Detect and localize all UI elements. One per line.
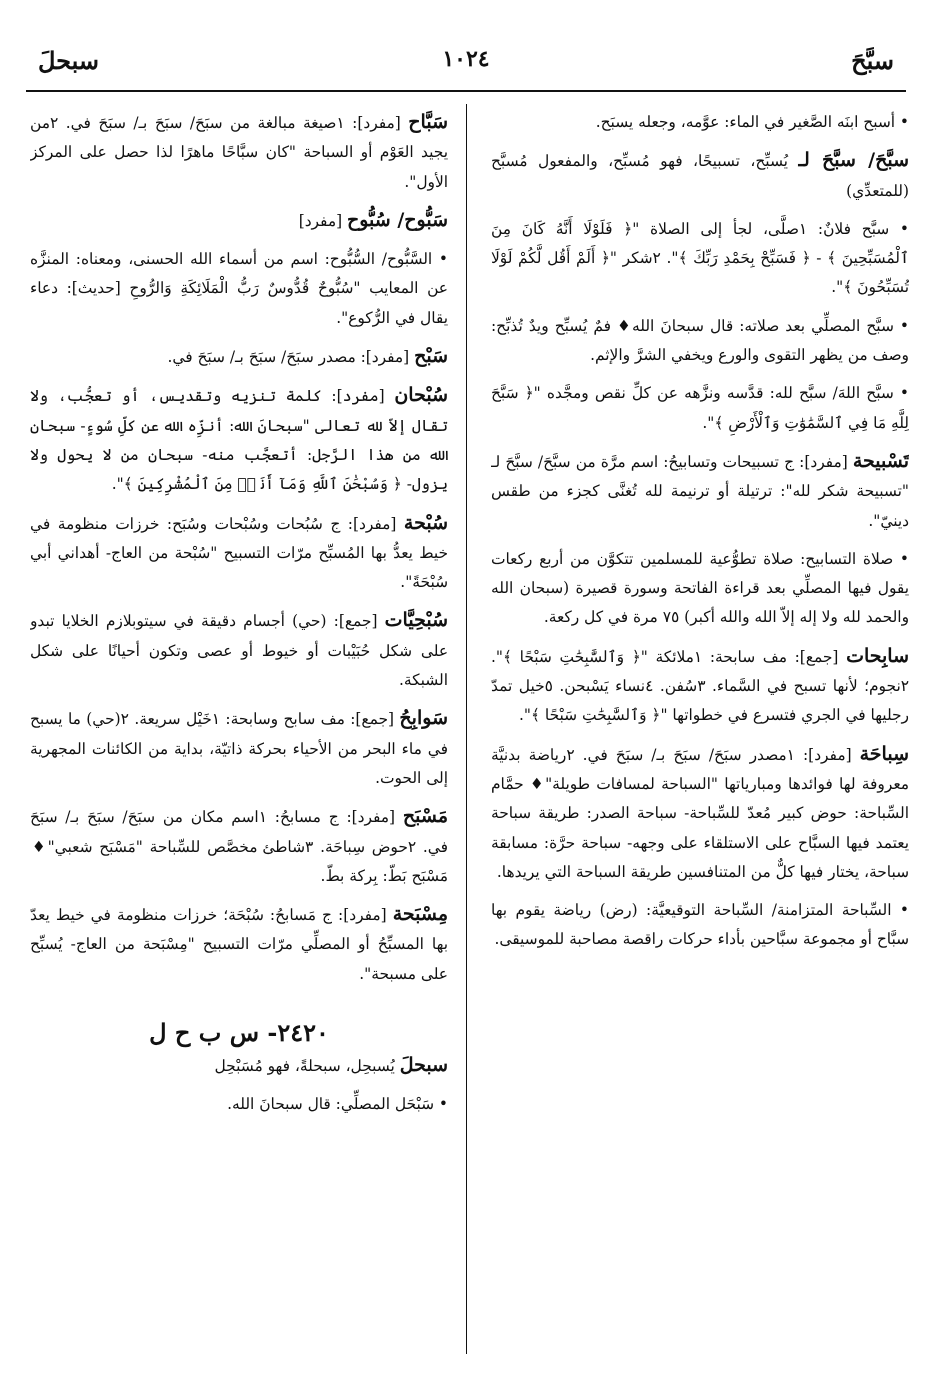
entry-definition: يُسبِّح، تسبيحًا، فهو مُسبِّح، والمفعول مُسبَّح (للمتعدِّي): [491, 152, 909, 200]
entry-term: سَبْح: [414, 345, 448, 368]
entry-term: سِباحَة: [859, 742, 909, 765]
left-column: [30, 108, 448, 1343]
dictionary-entry: [30, 1051, 448, 1081]
entry-definition: [مفرد]: ج مَسابحُ: سُبْحَة؛ خرزات منظومة في خيط يعدّ بها المسبِّحُ أو المصلِّي مرّات التسبيح "مِسْبَحة من العاج- يُسبِّح على مسبحة".: [30, 906, 448, 983]
dictionary-entry: • سبَّح المصلِّي بعد صلاته: قال سبحانَ الله♦ فمٌ يُسبِّح ويدٌ تُذبِّح: وصف من يظهر التقوى والورع ويخفي الشرَّ والإثم.: [491, 316, 909, 365]
dictionary-entry: [491, 146, 909, 206]
entry-definition: [جمع]: (حي) أجسام دقيقة في سيتوبلازم الخلايا تبدو على شكل حُبَيْبات أو خيوط أو عصى وتكون أحيانًا على شكل الشبكة.: [30, 612, 448, 690]
entry-term: سَوابِحُ: [399, 707, 448, 730]
entry-definition: [مفرد]: [298, 211, 347, 230]
page-number: ١٠٢٤: [442, 46, 490, 72]
column-divider: [466, 104, 467, 1354]
dictionary-entry: • صلاة التسابيح: صلاة تطوُّعية للمسلمين تتكوَّن من أربع ركعات يقول فيها المصلِّي بعد قراءة الفاتحة وسورة قصيرة (سبحان الله والحمد لله ولا إله إلاّ الله والله أكبر) ٧٥ مرة في كل ركعة.: [491, 549, 909, 627]
entry-definition: [مفرد]: ج سُبُحات وسُبْحات وسُبَح: خرزات منظومة في خيط يعدُّ بها المُسبِّح مرّات التسبيح "سُبْحة من العاج- أهداني أبي سُبْحَةً".: [30, 514, 448, 592]
entry-term: سبحلَ: [399, 1054, 448, 1077]
running-headword-right: سبَّحَ: [851, 46, 894, 75]
entry-term: مَسْبَح: [402, 805, 448, 828]
dictionary-entry: [30, 900, 448, 989]
entry-definition: [جمع]: مف سابحة: ١ملائكة "﴿ وَٱلسَّٰبِحَٰتِ سَبْحًا ﴾". ٢نجوم؛ لأنها تسبح في السَّماء. ٣سُفن. ٤نساء يَسْبحن. ٥خيل تمدّ رجليها في الجري فتسرع في خطواتها "﴿ وَٱلسَّٰبِحَٰتِ سَبْحًا ﴾".: [491, 647, 909, 725]
root-heading: ٢٤٢٠- س ب ح ل: [149, 1018, 329, 1048]
dictionary-entry: [30, 509, 448, 598]
page-header: [26, 40, 906, 92]
entry-definition: [مفرد]: ١صيغة مبالغة من سبَحَ/ سبَحَ بـ/ سبَحَ في. ٢من يجيد العَوْم أو السباحة "كان سبَّاحًا ماهرًا لذا حصل على المركز الأول".: [30, 114, 448, 191]
entry-definition: [مفرد]: كلمة تنزيه وتقديس، أو تعجُّب، ولا تقال إلاّ لله تعالى "سبحانَ الله: أنزِّه الله عن كلِّ سُوءٍ- سبحان الله من هذا الرَّجل: أتعجَّب منه- سبحان من لا يحول ولا يزول- ﴿ وَسُبْحَٰنَ ٱللَّهِ وَمَآ أَنَا۠ مِنَ ٱلْمُشْرِكِينَ ﴾".: [30, 387, 448, 494]
entry-definition: [مفرد]: ج مسابحُ: ١اسم مكان من سبَحَ/ سبَحَ بـ/ سبَحَ في. ٢حوض سِباحَة. ٣شاطئ مخصَّص للسِّباحة "مَسْبَح شعبي"♦ مَسْبَح بَطّ: بِركة بطّ.: [30, 808, 448, 885]
dictionary-entry: • سبَّح فلانٌ: ١صلَّى، لجأ إلى الصلاة "﴿ فَلَوْلَا أَنَّهُ كَانَ مِنَ ٱلْمُسَبِّحِينَ ﴾ - ﴿ فَسَبِّحْ بِحَمْدِ رَبِّكَ ﴾". ٢شكر "﴿ أَلَمْ أَقُل لَّكُمْ لَوْلَا تُسَبِّحُونَ ﴾".: [491, 219, 909, 297]
dictionary-entry: [491, 740, 909, 887]
dictionary-entry: [30, 802, 448, 891]
dictionary-entry: [30, 108, 448, 197]
running-headword-left: سبحلَ: [38, 46, 100, 75]
dictionary-entry: • سبَّح اللهَ/ سبَّح لله: قدَّسه ونزَّهه عن كلِّ نقص ومجَّده "﴿ سَبَّحَ لِلَّهِ مَا فِي ٱلسَّمَٰوَٰتِ وَٱلْأَرْضِ ﴾".: [491, 384, 909, 432]
dictionary-entry: • السَّبُّوح/ السُّبُّوح: اسم من أسماء الله الحسنى، ومعناه: المنزَّه عن المعايب "سُبُّوحٌ قُدُّوسٌ رَبُّ الْمَلَائِكَةِ وَالرُّوحِ [حديث]: دعاء يقال في الرُّكوع".: [30, 250, 448, 327]
entry-term: سُبْحِيَّات: [384, 609, 448, 632]
dictionary-entry: [30, 206, 448, 236]
entry-definition: [مفرد]: ١مصدر سبَحَ/ سبَحَ بـ/ سبَحَ في. ٢رياضة بدنيَّة معروفة لها فوائدها ومبارياتها "السباحة لمسافات طويلة"♦ حمَّام السِّباحة: حوض كبير مُعدّ للسِّباحة- سباحة الصدر: طريقة سباحة يعتمد فيها السبَّاح على الاستلقاء على وجهه- سباحة حرَّة: مسابقة سباحة، يختار فيها كلٌّ من المتنافسين طريقة السباحة التي يريدها.: [491, 745, 909, 881]
entry-term: سُبْحان: [394, 384, 448, 407]
dictionary-entry: [491, 447, 909, 536]
dictionary-entry: [30, 342, 448, 372]
entry-term: سابِحات: [846, 644, 909, 667]
dictionary-entry: [30, 606, 448, 695]
entry-term: سَبَّاح: [408, 111, 448, 133]
right-column: [491, 108, 909, 1343]
entry-term: سُبْحة: [403, 511, 448, 534]
dictionary-entry: [30, 381, 448, 499]
dictionary-entry: [30, 704, 448, 793]
dictionary-entry: • سَبْحَل المصلِّي: قال سبحانَ الله.: [227, 1095, 448, 1114]
entry-definition: [مفرد]: ج تسبيحات وتسابيحُ: اسم مرَّة من سبَّحَ/ سبَّحَ لـ "تسبيحة شكر لله": ترتيلة أو ترنيمة لله تُغنَّى كجزء من طقس دينيّ".: [491, 452, 909, 530]
entry-definition: يُسبحِل، سبحلةً، فهو مُسَبْحِل: [214, 1057, 400, 1076]
entry-term: سبَّحَ/ سبَّحَ لـ: [798, 149, 909, 172]
entry-term: مِسْبَحة: [392, 903, 448, 926]
entry-definition: [جمع]: مف سابح وسابحة: ١خَيْل سريعة. ٢(حي) ما يسبح في ماء البحر من الأحياء بحركة ذاتيّة، بداية من الكائنات المجهرية إلى الحوت.: [30, 710, 448, 787]
entry-term: تَسْبيحة: [852, 449, 909, 472]
entry-definition: [مفرد]: مصدر سبَحَ/ سبَحَ بـ/ سبَحَ في.: [167, 348, 415, 367]
dictionary-entry: • أسبح ابنَه الصَّغير في الماء: عوَّمه، وجعله يسبَح.: [595, 113, 909, 131]
entry-term: سَبُّوح/ سُبُّوح: [346, 208, 448, 231]
dictionary-entry: [491, 642, 909, 731]
dictionary-entry: • السِّباحة المتزامنة/ السِّباحة التوقيعيَّة: (رض) رياضة يقوم بها سبَّاح أو مجموعة سبَّاحين بأداء حركات راقصة مصاحبة للموسيقى.: [491, 901, 909, 949]
